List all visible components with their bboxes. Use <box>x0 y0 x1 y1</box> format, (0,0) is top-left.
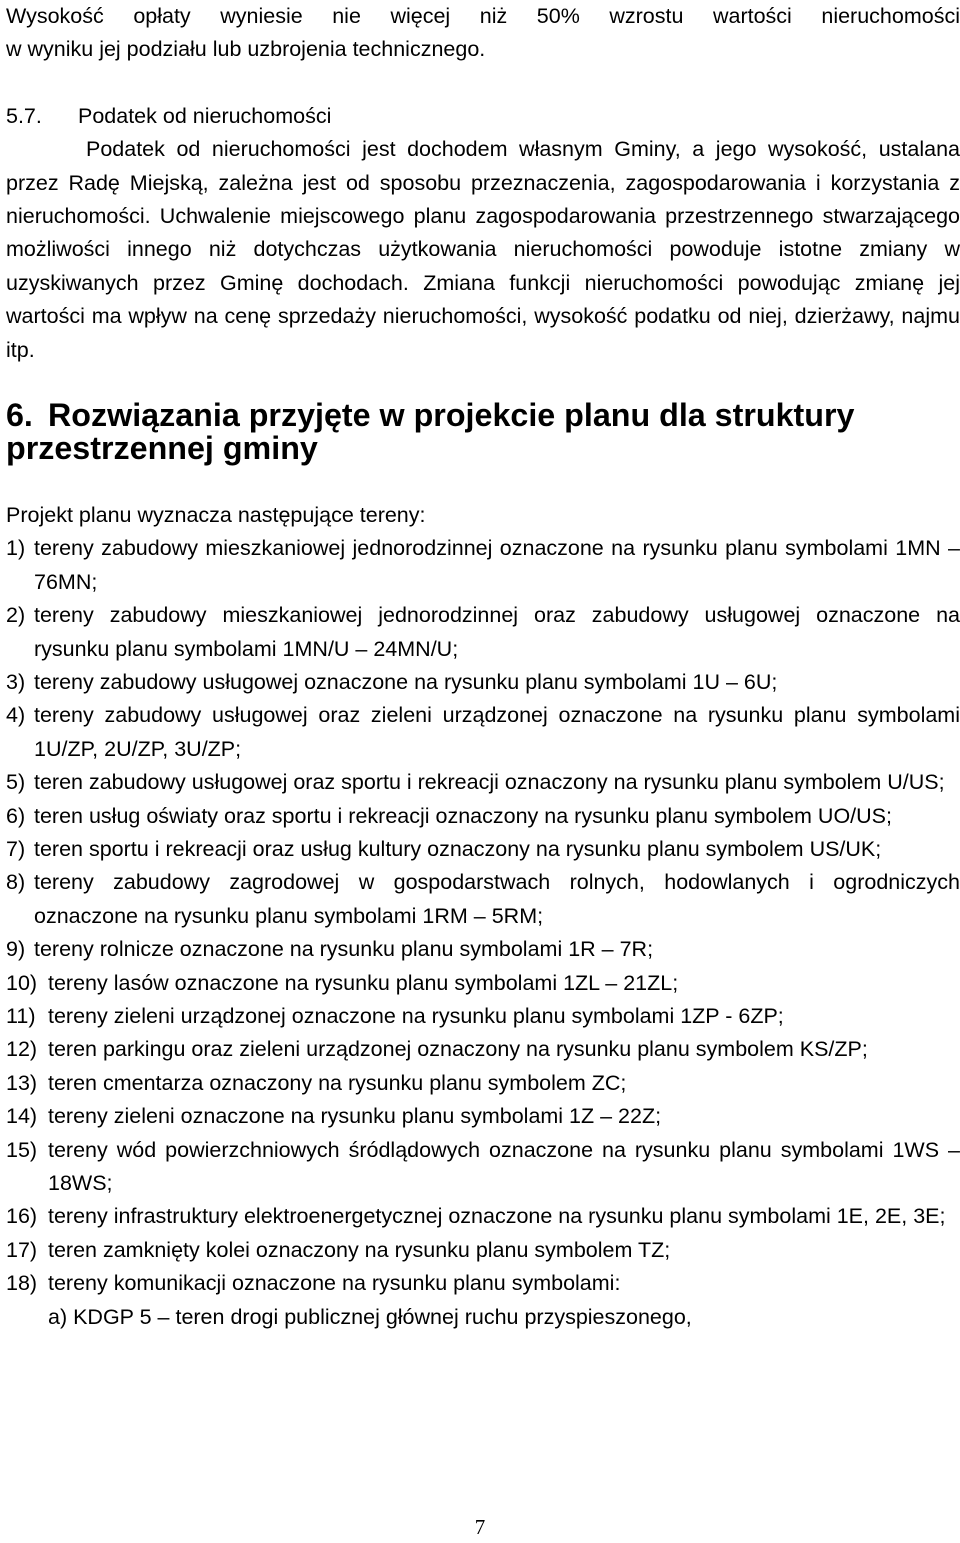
list-marker: 1) <box>6 536 26 561</box>
terrain-list <box>6 532 960 1300</box>
list-item-text: tereny zabudowy usługowej oraz zieleni urządzonej oznaczone na rysunku planu symbolami 1U/ZP, 2U/ZP, 3U/ZP; <box>34 703 960 761</box>
section-title: Podatek od nieruchomości <box>78 103 332 128</box>
section-5-7-heading <box>6 100 960 133</box>
section-6-heading <box>6 399 960 466</box>
list-item <box>6 599 960 666</box>
spacer <box>6 67 960 100</box>
list-item-text: tereny zabudowy mieszkaniowej jednorodzinnej oznaczone na rysunku planu symbolami 1MN – 76MN; <box>34 536 960 594</box>
list-marker: 3) <box>6 669 26 694</box>
spacer <box>6 367 960 399</box>
list-item <box>6 666 960 699</box>
list-marker: 12) <box>6 1037 38 1062</box>
list-item <box>6 766 960 799</box>
list-marker: 2) <box>6 603 26 628</box>
list-item-text: tereny lasów oznaczone na rysunku planu symbolami 1ZL – 21ZL; <box>48 970 679 995</box>
list-item-text: tereny infrastruktury elektroenergetycznej oznaczone na rysunku planu symbolami 1E, 2E, 3E; <box>48 1204 946 1229</box>
document-page <box>6 0 960 1334</box>
list-item-text: teren cmentarza oznaczony na rysunku planu symbolem ZC; <box>48 1070 627 1095</box>
list-item <box>6 699 960 766</box>
list-item-text: teren zamknięty kolei oznaczony na rysunku planu symbolem TZ; <box>48 1237 671 1262</box>
list-item-text: teren zabudowy usługowej oraz sportu i rekreacji oznaczony na rysunku planu symbolem U/US; <box>34 770 945 795</box>
list-item <box>6 1267 960 1300</box>
list-item <box>6 1067 960 1100</box>
list-item-text: tereny komunikacji oznaczone na rysunku planu symbolami: <box>48 1271 621 1296</box>
page-number: 7 <box>474 1515 486 1539</box>
list-item-text: tereny zabudowy usługowej oznaczone na rysunku planu symbolami 1U – 6U; <box>34 669 778 694</box>
list-item <box>6 1033 960 1066</box>
list-marker: 15) <box>6 1137 38 1162</box>
list-item-text: tereny zabudowy mieszkaniowej jednorodzinnej oraz zabudowy usługowej oznaczone na rysunku planu symbolami 1MN/U – 24MN/U; <box>34 603 960 661</box>
list-item <box>6 933 960 966</box>
list-marker: 9) <box>6 937 26 962</box>
list-marker: 17) <box>6 1237 38 1262</box>
list-item <box>6 967 960 1000</box>
intro-line-2: w wyniku jej podziału lub uzbrojenia technicznego. <box>6 37 486 62</box>
list-marker: 11) <box>6 1003 36 1028</box>
list-subitem: a) KDGP 5 – teren drogi publicznej głównej ruchu przyspieszonego, <box>48 1304 692 1329</box>
list-item-text: tereny zieleni oznaczone na rysunku planu symbolami 1Z – 22Z; <box>48 1104 662 1129</box>
list-marker: 5) <box>6 770 26 795</box>
list-item-text: teren usług oświaty oraz sportu i rekreacji oznaczony na rysunku planu symbolem UO/US; <box>34 803 892 828</box>
list-item-text: tereny zabudowy zagrodowej w gospodarstwach rolnych, hodowlanych i ogrodniczych oznaczone na rysunku planu symbolami 1RM – 5RM; <box>34 870 960 928</box>
list-marker: 6) <box>6 803 26 828</box>
list-marker: 8) <box>6 870 26 895</box>
list-marker: 13) <box>6 1070 38 1095</box>
list-item <box>6 1100 960 1133</box>
section-title: Rozwiązania przyjęte w projekcie planu dla struktury przestrzennej gminy <box>6 397 855 467</box>
spacer <box>6 466 960 499</box>
list-item <box>6 833 960 866</box>
section-5-7-body: Podatek od nieruchomości jest dochodem własnym Gminy, a jego wysokość, ustalana przez Radę Miejską, zależna jest od sposobu przeznaczenia, zagospodarowania i korzystania z nieruchomości. Uchwalenie miejscowego planu zagospodarowania przestrzennego stwarzającego możliwości innego niż dotychczas użytkowania nieruchomości powoduje istotne zmiany w uzyskiwanych przez Gminę dochodach. Zmiana funkcji nieruchomości powodując zmianę jej wartości ma wpływ na cenę sprzedaży nieruchomości, wysokość podatku od niej, dzierżawy, najmu itp. <box>6 137 960 362</box>
list-marker: 18) <box>6 1271 38 1296</box>
list-item <box>6 1200 960 1233</box>
list-marker: 14) <box>6 1104 38 1129</box>
section-number: 5.7. <box>6 103 42 128</box>
section-number: 6. <box>6 397 33 434</box>
list-item-text: tereny zieleni urządzonej oznaczone na rysunku planu symbolami 1ZP - 6ZP; <box>48 1003 784 1028</box>
intro-line-1: Wysokość opłaty wyniesie nie więcej niż 50% wzrostu wartości nieruchomości <box>6 4 960 28</box>
list-marker: 16) <box>6 1204 38 1229</box>
list-item-text: tereny rolnicze oznaczone na rysunku planu symbolami 1R – 7R; <box>34 937 654 962</box>
list-item-text: teren sportu i rekreacji oraz usług kultury oznaczony na rysunku planu symbolem US/UK; <box>34 836 882 861</box>
list-marker: 4) <box>6 703 26 728</box>
list-item <box>6 532 960 599</box>
list-item <box>6 866 960 933</box>
list-item <box>6 1134 960 1201</box>
list-item <box>6 1234 960 1267</box>
list-marker: 10) <box>6 970 38 995</box>
list-intro: Projekt planu wyznacza następujące tereny: <box>6 502 426 527</box>
list-item-text: teren parkingu oraz zieleni urządzonej oznaczony na rysunku planu symbolem KS/ZP; <box>48 1037 868 1062</box>
list-item <box>6 800 960 833</box>
list-item-text: tereny wód powierzchniowych śródlądowych oznaczone na rysunku planu symbolami 1WS – 18WS; <box>48 1137 960 1195</box>
list-marker: 7) <box>6 836 26 861</box>
list-item <box>6 1000 960 1033</box>
